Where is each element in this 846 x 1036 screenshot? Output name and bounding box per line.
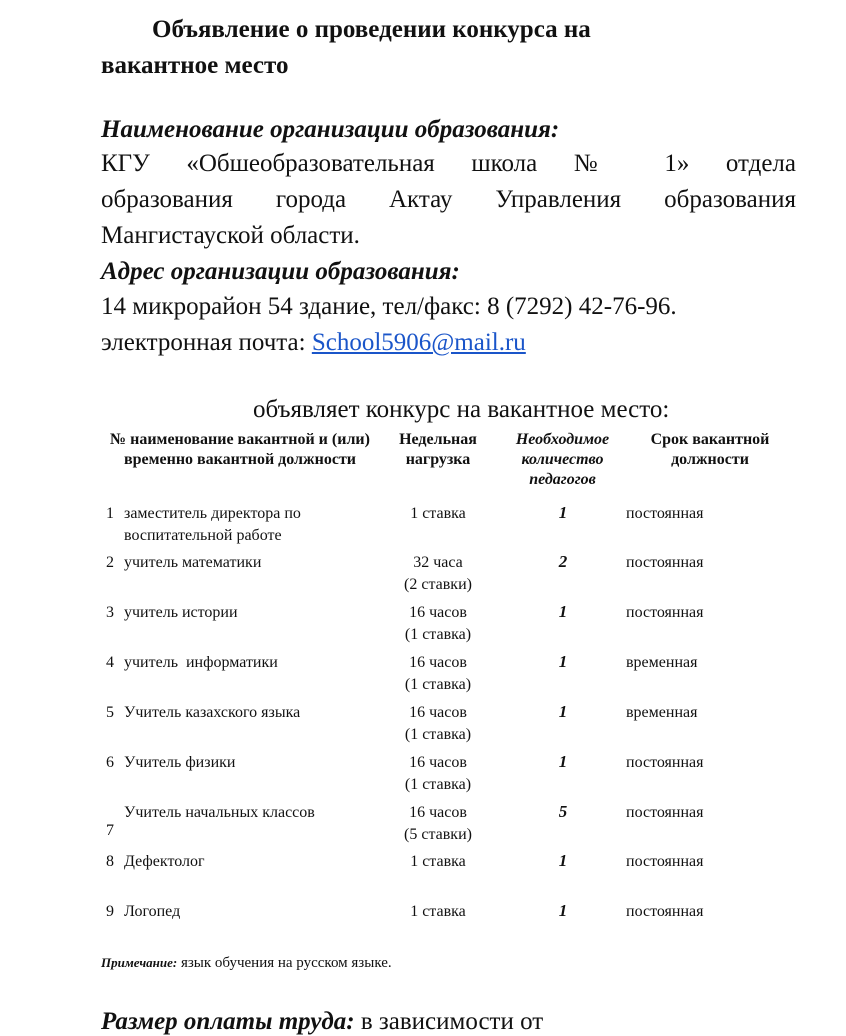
row-5-num: 5 — [106, 704, 114, 721]
row-2-num: 2 — [106, 554, 114, 571]
salary-heading-bold: Размер оплаты труда: — [101, 1008, 355, 1035]
org-heading: Наименование организации образования: — [101, 116, 560, 143]
row-9-num: 9 — [106, 903, 114, 920]
row-7-num: 7 — [106, 822, 114, 839]
title-line-1: Объявление о проведении конкурса на — [152, 16, 591, 43]
row-5-load-1: 16 часов — [409, 704, 467, 721]
row-8-load: 1 ставка — [410, 853, 466, 870]
row-1-load: 1 ставка — [410, 505, 466, 522]
row-2-load-2: (2 ставки) — [404, 576, 472, 593]
row-7-term: постоянная — [626, 804, 704, 821]
row-6-load-1: 16 часов — [409, 754, 467, 771]
row-1-name-2: воспитательной работе — [124, 527, 282, 544]
email-link[interactable]: School5906@mail.ru — [311, 329, 526, 356]
row-5-term: временная — [626, 704, 698, 721]
row-1-count: 1 — [558, 503, 568, 522]
title-line-2: вакантное место — [101, 52, 289, 79]
header-term: Срок вакантной должности — [650, 431, 770, 468]
row-9-load: 1 ставка — [410, 903, 466, 920]
row-5-count: 1 — [558, 702, 568, 721]
row-3-num: 3 — [106, 604, 114, 621]
address-line: 14 микрорайон 54 здание, тел/факс: 8 (7292) 42-76-96. — [101, 293, 677, 320]
header-load: Недельная нагрузка — [399, 431, 477, 468]
row-1-name-1: заместитель директора по — [124, 505, 301, 522]
row-1-num: 1 — [106, 505, 114, 522]
row-5-name: Учитель казахского языка — [124, 704, 301, 721]
row-9-name: Логопед — [124, 903, 181, 920]
row-2-term: постоянная — [626, 554, 704, 571]
row-9-term: постоянная — [626, 903, 704, 920]
email-row — [101, 329, 526, 357]
email-label: электронная почта: — [101, 329, 312, 356]
row-4-count: 1 — [558, 652, 568, 671]
header-count: Необходимое количество педагогов — [515, 431, 610, 488]
row-1-term: постоянная — [626, 505, 704, 522]
note-text: язык обучения на русском языке. — [177, 955, 392, 971]
row-7-load-2: (5 ставки) — [404, 826, 472, 843]
announce-text: объявляет конкурс на вакантное место: — [253, 396, 670, 423]
row-4-load-1: 16 часов — [409, 654, 467, 671]
row-5-load-2: (1 ставка) — [404, 726, 472, 743]
row-8-term: постоянная — [626, 853, 704, 870]
row-8-name: Дефектолог — [124, 853, 205, 870]
row-3-count: 1 — [558, 602, 568, 621]
row-3-load-1: 16 часов — [409, 604, 467, 621]
row-4-num: 4 — [106, 654, 114, 671]
row-6-name: Учитель физики — [124, 754, 236, 771]
row-6-load-2: (1 ставка) — [404, 776, 472, 793]
header-name: № наименование вакантной и (или) временно вакантной должности — [110, 431, 370, 468]
row-3-term: постоянная — [626, 604, 704, 621]
org-line-2: образования города Актау Управления образования — [101, 186, 796, 213]
org-line-1: КГУ «Обшеобразовательная школа № 1» отдела — [101, 150, 796, 177]
address-heading: Адрес организации образования: — [101, 258, 460, 285]
org-line-3: Мангистауской области. — [101, 222, 360, 249]
row-3-load-2: (1 ставка) — [404, 626, 472, 643]
salary-heading-rest: в зависимости от — [354, 1008, 544, 1035]
row-3-name: учитель истории — [124, 604, 238, 621]
row-8-count: 1 — [558, 851, 568, 870]
row-4-load-2: (1 ставка) — [404, 676, 472, 693]
row-2-count: 2 — [558, 552, 568, 571]
row-6-term: постоянная — [626, 754, 704, 771]
row-7-name: Учитель начальных классов — [124, 804, 315, 821]
salary-heading — [101, 1008, 543, 1036]
row-2-load-1: 32 часа — [413, 554, 463, 571]
row-8-num: 8 — [106, 853, 114, 870]
row-7-count: 5 — [558, 802, 568, 821]
row-2-name: учитель математики — [124, 554, 262, 571]
row-6-count: 1 — [558, 752, 568, 771]
row-6-num: 6 — [106, 754, 114, 771]
row-7-load-1: 16 часов — [409, 804, 467, 821]
note — [101, 955, 392, 972]
row-4-term: временная — [626, 654, 698, 671]
note-label: Примечание: — [101, 955, 178, 970]
row-9-count: 1 — [558, 901, 568, 920]
row-4-name: учитель информатики — [124, 654, 278, 671]
